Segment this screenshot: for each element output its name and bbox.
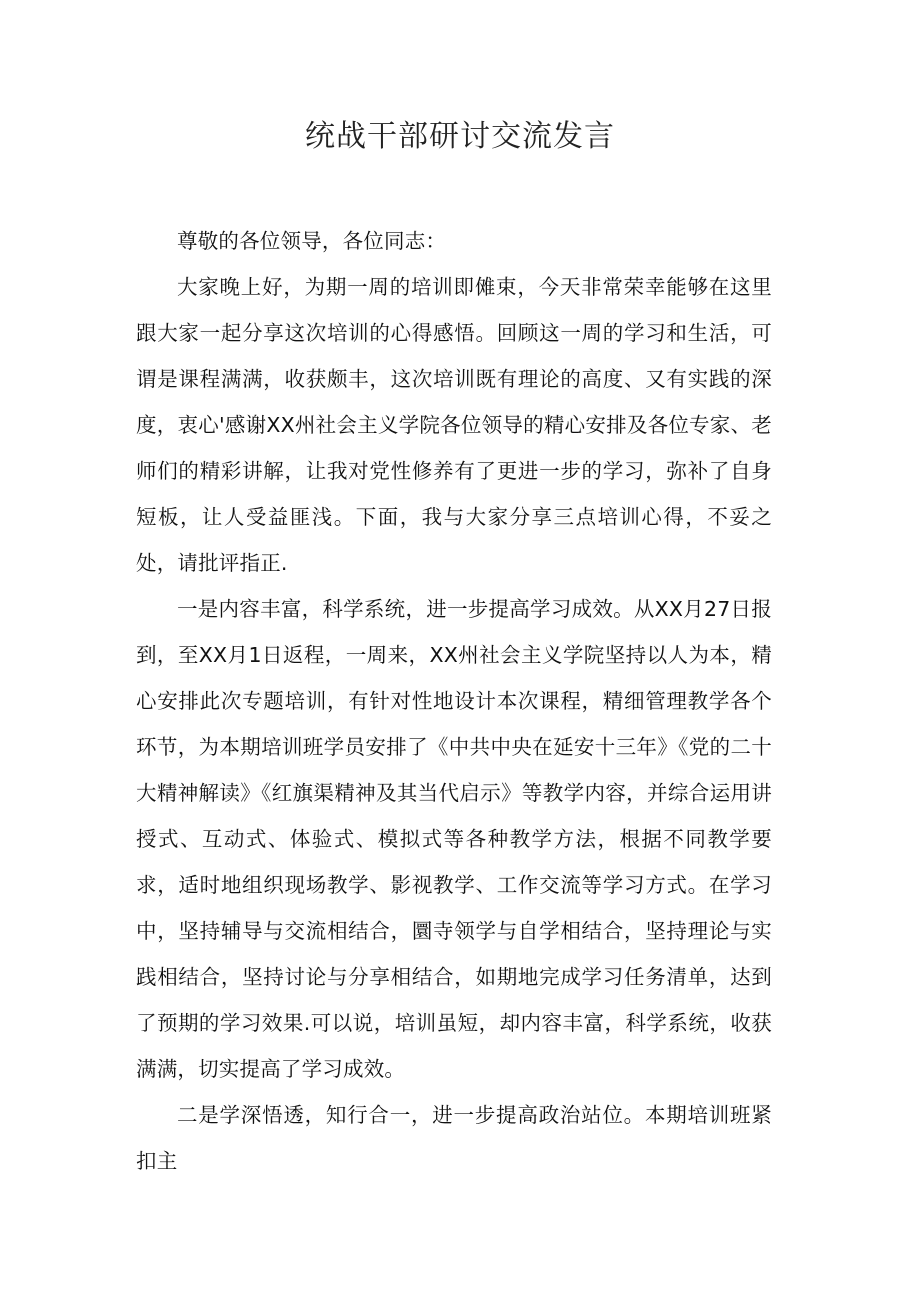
document-title: 统战干部研讨交流发言 — [305, 119, 615, 154]
paragraph-1: 大家晚上好，为期一周的培训即傩束，今天非常荣幸能够在这里跟大家一起分享这次培训的心得感悟。回顾这一周的学习和生活，可谓是课程满满，收获颇丰，这次培训既有理论的高度、又有实践的深度，衷心'感谢XX州社会主义学院各位领导的精心安排及各位专家、老师们的精彩讲解，让我对党性修养有了更进一步的学习，弥补了自身短板，让人受益匪浅。下面，我与大家分享三点培训心得，不妥之处，请批评指正. — [136, 275, 772, 575]
document-body — [136, 218, 772, 1184]
paragraph-2: 一是内容丰富，科学系统，进一步提高学习成效。从XX月27日报到，至XX月1日返程，一周来，XX州社会主义学院坚持以人为本，精心安排此次专题培训，有针对性地设计本次课程，精细管理教学各个环节，为本期培训班学员安排了《中共中央在延安十三年》《党的二十大精神解读》《红旗渠精神及其当代启示》等教学内容，并综合运用讲授式、互动式、体验式、模拟式等各种教学方法，根据不同教学要求，适时地组织现场教学、影视教学、工作交流等学习方式。在学习中，坚持辅导与交流相结合，圜寺领学与自学相结合，坚持理论与实践相结合，坚持讨论与分享相结合，如期地完成学习任务清单，达到了预期的学习效果.可以说，培训虽短，却内容丰富，科学系统，收获满满，切实提高了学习成效。 — [136, 597, 772, 1081]
paragraph-3: 二是学深悟透，知行合一，进一步提高政治站位。本期培训班紧扣主 — [136, 1103, 772, 1173]
salutation: 尊敬的各位领导，各位同志： — [177, 229, 447, 253]
